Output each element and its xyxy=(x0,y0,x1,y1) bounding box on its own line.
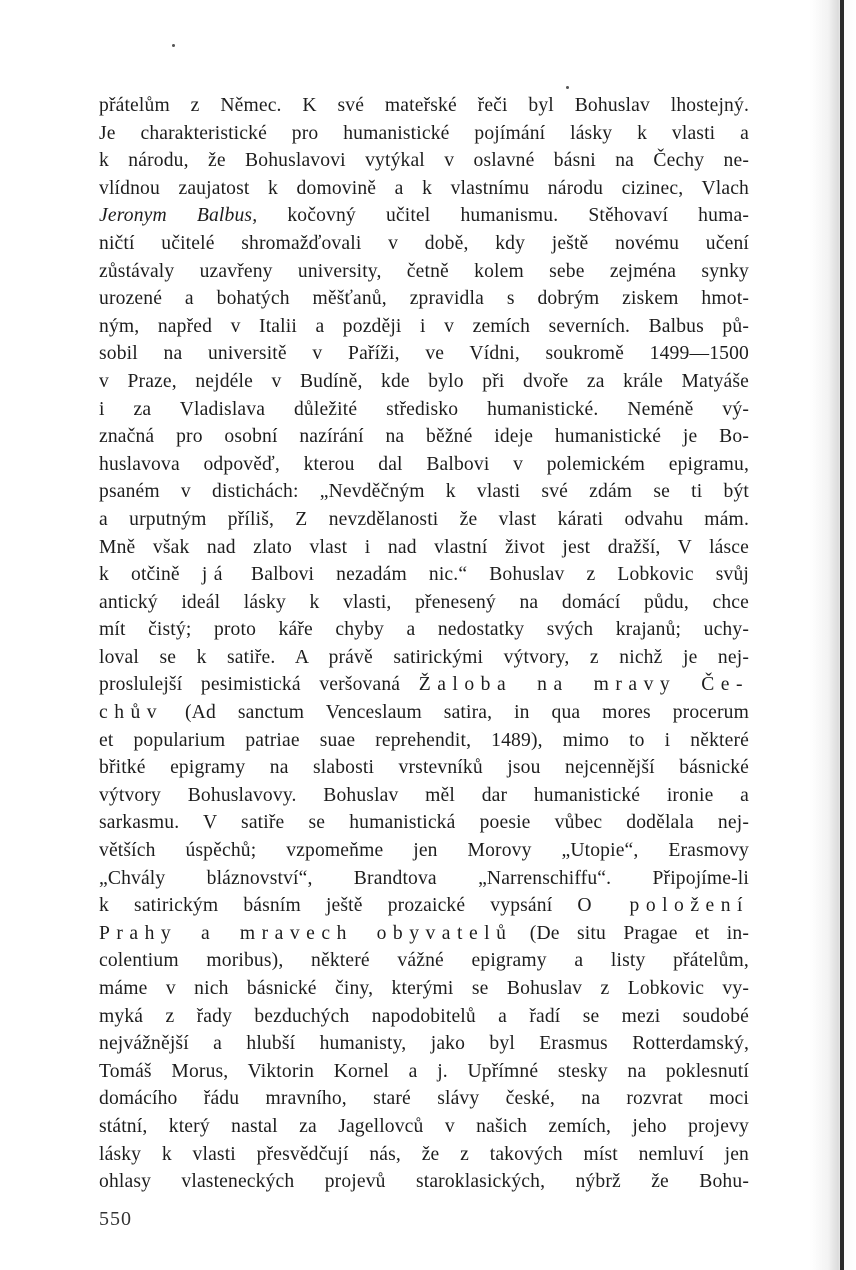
speck xyxy=(172,44,175,47)
text-line xyxy=(99,120,749,148)
text-run: Mně však nad zlato vlast i nad vlastní život jest dražší, V lásce xyxy=(99,536,749,558)
text-run: myká z řady bezduchých napodobitelů a řadí se mezi soudobé xyxy=(99,1005,749,1027)
spaced-text: chův xyxy=(99,702,164,724)
text-line xyxy=(99,423,749,451)
text-run: ničtí učitelé shromažďovali v době, kdy ještě novému učení xyxy=(99,232,749,254)
italic-text: Jeronym Balbus, xyxy=(99,205,258,227)
text-line xyxy=(99,809,749,837)
text-line xyxy=(99,258,749,286)
text-line xyxy=(99,837,749,865)
spaced-text: O položení xyxy=(577,895,749,917)
text-line xyxy=(99,92,749,120)
page-edge-shadow xyxy=(810,0,856,1270)
text-line xyxy=(99,727,749,755)
text-run: k národu, že Bohuslavovi vytýkal v oslavné básni na Čechy ne- xyxy=(99,150,749,172)
text-run: k satirickým básním ještě prozaické vypsání xyxy=(99,895,578,917)
text-run: huslavova odpověď, kterou dal Balbovi v polemickém epigramu, xyxy=(99,453,749,475)
text-run: i za Vladislava důležité středisko humanistické. Neméně vý- xyxy=(99,398,749,420)
text-run: zůstávaly uzavřeny university, četně kolem sebe zejména synky xyxy=(99,260,749,282)
text-line xyxy=(99,175,749,203)
text-line xyxy=(99,671,749,699)
speck xyxy=(566,86,569,89)
text-run: psaném v distichách: „Nevděčným k vlasti své zdám se ti být xyxy=(99,481,749,503)
text-line xyxy=(99,947,749,975)
text-line xyxy=(99,534,749,562)
text-line xyxy=(99,1003,749,1031)
text-run: nejvážnější a hlubší humanisty, jako byl Erasmus Rotterdamský, xyxy=(99,1033,749,1055)
text-line xyxy=(99,147,749,175)
text-line xyxy=(99,368,749,396)
text-line xyxy=(99,699,749,727)
text-line xyxy=(99,589,749,617)
text-line xyxy=(99,975,749,1003)
text-line xyxy=(99,754,749,782)
text-run: loval se k satiře. A právě satirickými výtvory, z nichž je nej- xyxy=(99,646,749,668)
text-line xyxy=(99,313,749,341)
text-line xyxy=(99,230,749,258)
text-line xyxy=(99,340,749,368)
text-run: značná pro osobní nazírání na běžné ideje humanistické je Bo- xyxy=(99,426,749,448)
text-run: větších úspěchů; vzpomeňme jen Morovy „Utopie“, Erasmovy xyxy=(99,840,749,862)
text-line xyxy=(99,285,749,313)
text-run: kočovný učitel humanismu. Stěhovaví huma- xyxy=(257,205,749,227)
text-run: máme v nich básnické činy, kterými se Bohuslav z Lobkovic vy- xyxy=(99,978,749,999)
text-run: colentium moribus), některé vážné epigramy a listy přátelům, xyxy=(99,950,749,972)
text-line xyxy=(99,561,749,589)
text-run: v Praze, nejdéle v Budíně, kde bylo při dvoře za krále Matyáše xyxy=(99,370,749,392)
text-line xyxy=(99,202,749,230)
text-run: k otčině xyxy=(99,564,202,586)
text-run: „Chvály bláznovství“, Brandtova „Narrenschiffu“. Připojíme-li xyxy=(99,867,749,889)
text-run: výtvory Bohuslavovy. Bohuslav měl dar humanistické ironie a xyxy=(99,784,749,806)
text-line xyxy=(99,616,749,644)
text-run: přátelům z Němec. K své mateřské řeči byl Bohuslav lhostejný. xyxy=(99,95,749,116)
text-run: domácího řádu mravního, staré slávy české, na rozvrat moci xyxy=(99,1088,749,1110)
text-run: Tomáš Morus, Viktorin Kornel a j. Upřímné stesky na poklesnutí xyxy=(99,1060,749,1082)
text-line xyxy=(99,865,749,893)
text-line xyxy=(99,1085,749,1113)
text-run: proslulejší pesimistická veršovaná xyxy=(99,674,419,696)
text-run: ohlasy vlasteneckých projevů staroklasických, nýbrž že Bohu- xyxy=(99,1171,749,1193)
spaced-text: Žaloba na mravy Če- xyxy=(418,674,749,696)
text-run: sarkasmu. V satiře se humanistická poesie vůbec dodělala nej- xyxy=(99,812,749,834)
text-line xyxy=(99,1058,749,1086)
text-line xyxy=(99,1030,749,1058)
text-run: břitké epigramy na slabosti vrstevníků jsou nejcennější básnické xyxy=(99,757,749,779)
text-run: et popularium patriae suae reprehendit, 1489), mimo to i některé xyxy=(99,729,749,751)
text-line xyxy=(99,478,749,506)
page-number: 550 xyxy=(99,1208,132,1230)
text-line xyxy=(99,644,749,672)
text-run: (De situ Pragae et in- xyxy=(512,922,749,944)
text-run: ným, napřed v Italii a později i v zemích severních. Balbus pů- xyxy=(99,315,749,337)
text-run: mít čistý; proto káře chyby a nedostatky svých krajanů; uchy- xyxy=(99,619,749,641)
text-line xyxy=(99,920,749,948)
spaced-text: já xyxy=(201,564,229,586)
text-line xyxy=(99,396,749,424)
text-run: Je charakteristické pro humanistické pojímání lásky k vlasti a xyxy=(99,122,749,144)
text-run: sobil na universitě v Paříži, ve Vídni, soukromě 1499—1500 xyxy=(99,343,749,365)
text-run: antický ideál lásky k vlasti, přenesený na domácí půdu, chce xyxy=(99,591,749,613)
text-run: lásky k vlasti přesvědčují nás, že z takových míst nemluví jen xyxy=(99,1143,749,1165)
text-run: Balbovi nezadám nic.“ Bohuslav z Lobkovic svůj xyxy=(228,564,749,586)
text-run: (Ad sanctum Venceslaum satira, in qua mores procerum xyxy=(163,702,749,724)
text-line xyxy=(99,892,749,920)
text-line xyxy=(99,1168,749,1196)
text-run: státní, který nastal za Jagellovců v našich zemích, jeho projevy xyxy=(99,1115,749,1137)
spaced-text: Prahy a mravech obyvatelů xyxy=(99,922,513,944)
text-line xyxy=(99,1113,749,1141)
text-run: urozené a bohatých měšťanů, zpravidla s dobrým ziskem hmot- xyxy=(99,288,749,310)
text-line xyxy=(99,1141,749,1169)
text-line xyxy=(99,782,749,810)
text-run: vlídnou zaujatost k domovině a k vlastnímu národu cizinec, Vlach xyxy=(99,177,749,199)
text-line xyxy=(99,451,749,479)
text-line xyxy=(99,506,749,534)
text-run: a urputným příliš, Z nevzdělanosti že vlast kárati odvahu mám. xyxy=(99,508,749,530)
body-text xyxy=(99,92,749,1196)
